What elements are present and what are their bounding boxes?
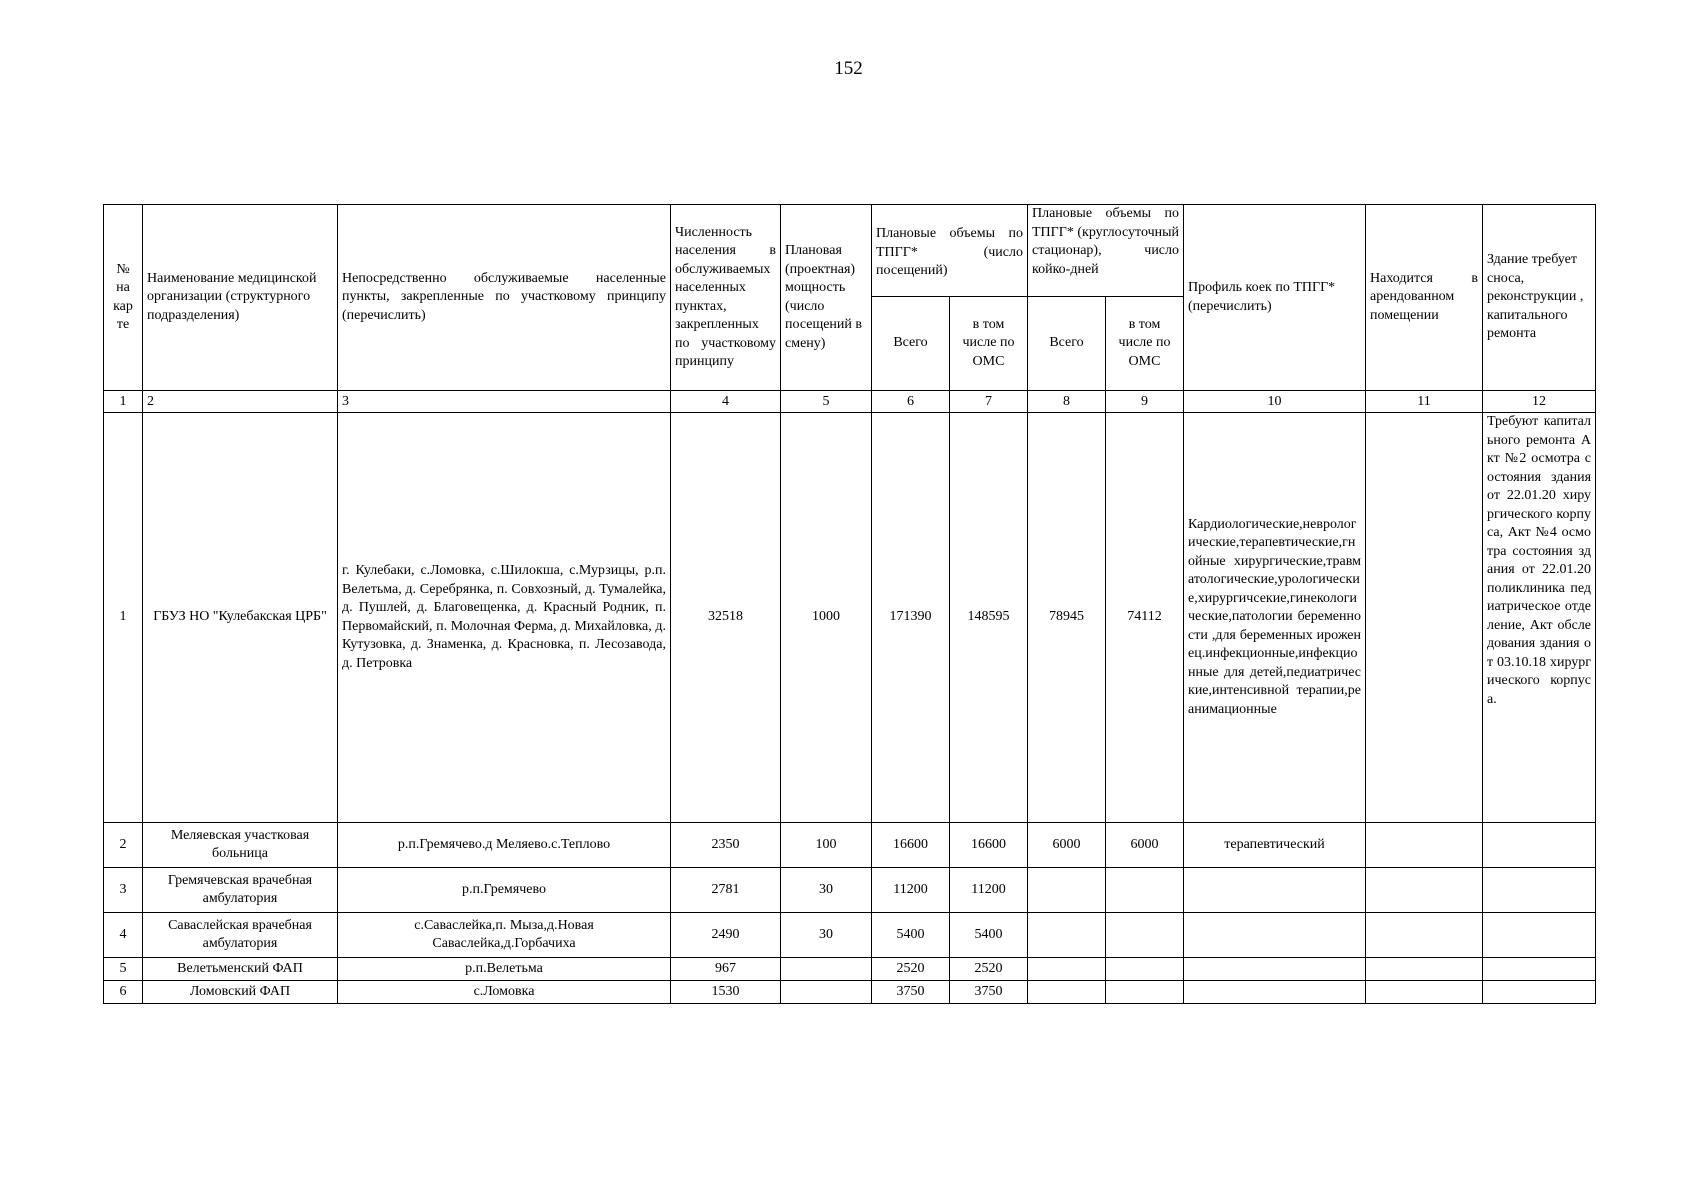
beddays-total bbox=[1028, 981, 1106, 1004]
rented bbox=[1366, 413, 1483, 823]
page-number: 152 bbox=[834, 58, 863, 79]
rented bbox=[1366, 981, 1483, 1004]
bed-profile bbox=[1184, 958, 1366, 981]
organization-name: Саваслейская врачебная амбулатория bbox=[143, 913, 338, 958]
header-rented: Находится в арендованном помещении bbox=[1366, 205, 1483, 391]
beddays-oms bbox=[1106, 913, 1184, 958]
header-beddays-total: Всего bbox=[1028, 297, 1106, 391]
building-condition bbox=[1483, 823, 1596, 868]
settlements: с.Саваслейка,п. Мыза,д.Новая Саваслейка,д.Горбачиха bbox=[338, 913, 671, 958]
table-row bbox=[104, 868, 1596, 913]
column-number: 12 bbox=[1483, 391, 1596, 413]
header-settlements: Непосредственно обслуживаемые населенные пункты, закрепленные по участковому принципу (перечислить) bbox=[338, 205, 671, 391]
header-map-number: № на кар те bbox=[104, 205, 143, 391]
bed-profile bbox=[1184, 981, 1366, 1004]
header-visits-total: Всего bbox=[872, 297, 950, 391]
visits-total: 16600 bbox=[872, 823, 950, 868]
beddays-total bbox=[1028, 868, 1106, 913]
building-condition: Требуют капитального ремонта Акт №2 осмотра состояния здания от 22.01.20 хирургического корпуса, Акт №4 осмотра состояния здания от 22.01.20 поликлиника педиатрическое отделение, Акт обследования здания от 03.10.18 хирургического корпуса. bbox=[1483, 413, 1596, 823]
visits-total: 11200 bbox=[872, 868, 950, 913]
visits-oms: 11200 bbox=[950, 868, 1028, 913]
table-row bbox=[104, 981, 1596, 1004]
building-condition bbox=[1483, 913, 1596, 958]
organization-name: Гремячевская врачебная амбулатория bbox=[143, 868, 338, 913]
bed-profile bbox=[1184, 913, 1366, 958]
table-row bbox=[104, 958, 1596, 981]
visits-total: 3750 bbox=[872, 981, 950, 1004]
population: 967 bbox=[671, 958, 781, 981]
capacity: 30 bbox=[781, 913, 872, 958]
organization-name: Меляевская участковая больница bbox=[143, 823, 338, 868]
settlements: р.п.Велетьма bbox=[338, 958, 671, 981]
beddays-total: 78945 bbox=[1028, 413, 1106, 823]
visits-oms: 3750 bbox=[950, 981, 1028, 1004]
column-number: 6 bbox=[872, 391, 950, 413]
population: 2350 bbox=[671, 823, 781, 868]
header-visits-group: Плановые объемы по ТПГГ* (число посещений) bbox=[872, 205, 1028, 297]
settlements: г. Кулебаки, с.Ломовка, с.Шилокша, с.Мурзицы, р.п. Велетьма, д. Серебрянка, п. Совхозный, д. Тумалейка, д. Пушлей, д. Благовещенка, д. Красный Родник, п. Первомайский, п. Молочная Ферма, д. Михайловка, д. Кутузовка, д. Знаменка, д. Красновка, п. Лесозавода, д. Петровка bbox=[338, 413, 671, 823]
column-number: 11 bbox=[1366, 391, 1483, 413]
bed-profile: терапевтический bbox=[1184, 823, 1366, 868]
column-number: 9 bbox=[1106, 391, 1184, 413]
header-building-condition: Здание требует сноса, реконструкции , капитального ремонта bbox=[1483, 205, 1596, 391]
rented bbox=[1366, 913, 1483, 958]
header-population: Численность населения в обслуживаемых населенных пунктах, закрепленных по участковому принципу bbox=[671, 205, 781, 391]
beddays-total bbox=[1028, 913, 1106, 958]
medical-organizations-table bbox=[103, 204, 1596, 1004]
header-beddays-oms: в том числе по ОМС bbox=[1106, 297, 1184, 391]
beddays-oms bbox=[1106, 958, 1184, 981]
organization-name: Велетьменский ФАП bbox=[143, 958, 338, 981]
beddays-total: 6000 bbox=[1028, 823, 1106, 868]
settlements: с.Ломовка bbox=[338, 981, 671, 1004]
column-number: 4 bbox=[671, 391, 781, 413]
beddays-oms bbox=[1106, 868, 1184, 913]
header-bed-profile: Профиль коек по ТПГГ* (перечислить) bbox=[1184, 205, 1366, 391]
visits-oms: 2520 bbox=[950, 958, 1028, 981]
row-number: 1 bbox=[104, 413, 143, 823]
beddays-oms: 6000 bbox=[1106, 823, 1184, 868]
population: 1530 bbox=[671, 981, 781, 1004]
column-number: 2 bbox=[143, 391, 338, 413]
visits-total: 171390 bbox=[872, 413, 950, 823]
settlements: р.п.Гремячево.д Меляево.с.Теплово bbox=[338, 823, 671, 868]
building-condition bbox=[1483, 981, 1596, 1004]
capacity bbox=[781, 981, 872, 1004]
rented bbox=[1366, 868, 1483, 913]
table-row bbox=[104, 823, 1596, 868]
column-number: 10 bbox=[1184, 391, 1366, 413]
table-row bbox=[104, 913, 1596, 958]
header-row-top bbox=[104, 205, 1596, 297]
organization-name: ГБУЗ НО "Кулебакская ЦРБ" bbox=[143, 413, 338, 823]
beddays-oms bbox=[1106, 981, 1184, 1004]
visits-oms: 5400 bbox=[950, 913, 1028, 958]
row-number: 4 bbox=[104, 913, 143, 958]
bed-profile: Кардиологические,неврологические,терапевтические,гнойные хирургические,травматологические,урологические,хирургичсекие,гинекологические,патологии беременности ,для беременных ироженец.инфекционные,инфекционные для детей,педиатрические,интенсивной терапии,реанимационные bbox=[1184, 413, 1366, 823]
column-number: 1 bbox=[104, 391, 143, 413]
bed-profile bbox=[1184, 868, 1366, 913]
column-number: 3 bbox=[338, 391, 671, 413]
building-condition bbox=[1483, 868, 1596, 913]
capacity: 30 bbox=[781, 868, 872, 913]
capacity: 1000 bbox=[781, 413, 872, 823]
beddays-total bbox=[1028, 958, 1106, 981]
population: 2490 bbox=[671, 913, 781, 958]
column-number: 7 bbox=[950, 391, 1028, 413]
rented bbox=[1366, 823, 1483, 868]
header-capacity: Плановая (проектная) мощность (число посещений в смену) bbox=[781, 205, 872, 391]
row-number: 2 bbox=[104, 823, 143, 868]
capacity: 100 bbox=[781, 823, 872, 868]
beddays-oms: 74112 bbox=[1106, 413, 1184, 823]
visits-oms: 148595 bbox=[950, 413, 1028, 823]
table-row bbox=[104, 413, 1596, 823]
row-number: 6 bbox=[104, 981, 143, 1004]
visits-total: 5400 bbox=[872, 913, 950, 958]
building-condition bbox=[1483, 958, 1596, 981]
row-number: 5 bbox=[104, 958, 143, 981]
population: 32518 bbox=[671, 413, 781, 823]
organization-name: Ломовский ФАП bbox=[143, 981, 338, 1004]
row-number: 3 bbox=[104, 868, 143, 913]
header-visits-oms: в том числе по ОМС bbox=[950, 297, 1028, 391]
visits-oms: 16600 bbox=[950, 823, 1028, 868]
header-organization-name: Наименование медицинской организации (структурного подразделения) bbox=[143, 205, 338, 391]
column-number-row bbox=[104, 391, 1596, 413]
header-beddays-group: Плановые объемы по ТПГГ* (круглосуточный стационар), число койко-дней bbox=[1028, 205, 1184, 297]
column-number: 5 bbox=[781, 391, 872, 413]
column-number: 8 bbox=[1028, 391, 1106, 413]
population: 2781 bbox=[671, 868, 781, 913]
rented bbox=[1366, 958, 1483, 981]
capacity bbox=[781, 958, 872, 981]
settlements: р.п.Гремячево bbox=[338, 868, 671, 913]
visits-total: 2520 bbox=[872, 958, 950, 981]
